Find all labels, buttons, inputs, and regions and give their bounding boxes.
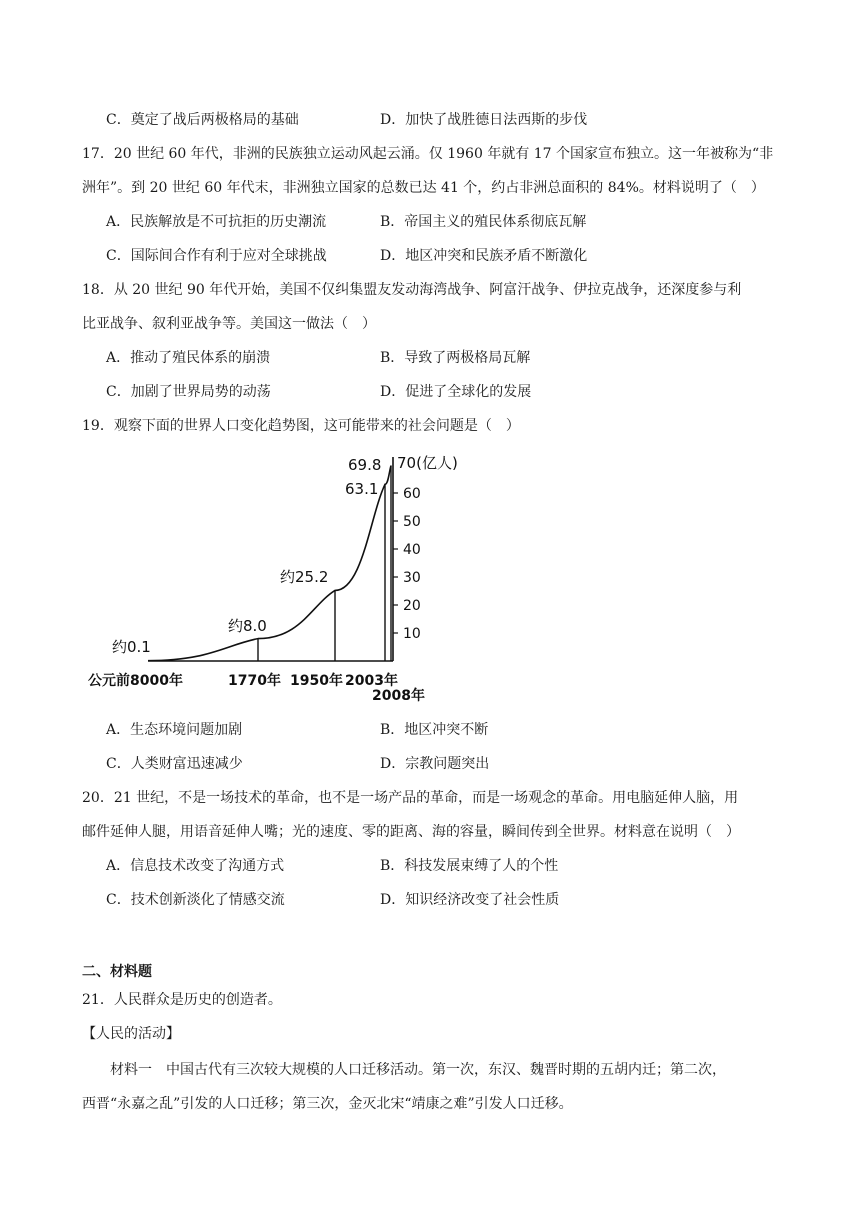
q17-option-c[interactable]: C．国际间合作有利于应对全球挑战 [106, 248, 327, 264]
section-heading: 二、材料题 [82, 964, 152, 980]
q19-option-d[interactable]: D．宗教问题突出 [380, 756, 490, 772]
q20-stem-line2: 邮件延伸人腿，用语音延伸人嘴；光的速度、零的距离、海的容量，瞬间传到全世界。材料意在说明（ ） [82, 824, 740, 840]
y-tick-label: 50 [403, 514, 421, 530]
q17-stem-line2: 洲年”。到 20 世纪 60 年代末，非洲独立国家的总数已达 41 个，约占非洲总面积的 84%。材料说明了（ ） [82, 180, 765, 196]
q20-stem-line1: 20．21 世纪，不是一场技术的革命，也不是一场产品的革命，而是一场观念的革命。用电脑延伸人脑，用 [82, 790, 739, 806]
point-label: 63.1 [345, 480, 379, 498]
q16-option-c[interactable]: C．奠定了战后两极格局的基础 [106, 112, 299, 128]
chart-layer [88, 454, 458, 704]
x-tick-label: 1770年 [228, 673, 281, 689]
q18-option-c[interactable]: C．加剧了世界局势的动荡 [106, 384, 271, 400]
y-tick-label: 40 [403, 542, 421, 558]
y-tick-label: 10 [403, 626, 421, 642]
x-tick-label: 1950年 [290, 673, 343, 689]
q20-option-d[interactable]: D．知识经济改变了社会性质 [380, 892, 560, 908]
x-tick-label: 2008年 [372, 688, 425, 704]
q20-option-b[interactable]: B．科技发展束缚了人的个性 [380, 858, 559, 874]
material-subheading: 【人民的活动】 [82, 1026, 180, 1042]
q17-option-a[interactable]: A．民族解放是不可抗拒的历史潮流 [106, 214, 327, 230]
q17-stem-line1: 17．20 世纪 60 年代，非洲的民族独立运动风起云涌。仅 1960 年就有 17 个国家宣布独立。这一年被称为“非 [82, 146, 774, 162]
y-tick-label: 20 [403, 598, 421, 614]
y-axis-label: 70(亿人) [397, 454, 458, 472]
q17-option-d[interactable]: D．地区冲突和民族矛盾不断激化 [380, 248, 588, 264]
material-line2: 西晋“永嘉之乱”引发的人口迁移；第三次，金灭北宋“靖康之难”引发人口迁移。 [82, 1096, 573, 1112]
q20-option-c[interactable]: C．技术创新淡化了情感交流 [106, 892, 285, 908]
q19-option-c[interactable]: C．人类财富迅速减少 [106, 756, 243, 772]
x-tick-label: 2003年 [345, 673, 398, 689]
point-label: 约8.0 [228, 617, 267, 635]
q19-option-b[interactable]: B．地区冲突不断 [380, 722, 489, 738]
q20-option-a[interactable]: A．信息技术改变了沟通方式 [106, 858, 285, 874]
q18-stem-line1: 18．从 20 世纪 90 年代开始，美国不仅纠集盟友发动海湾战争、阿富汗战争、伊拉克战争，还深度参与利 [82, 282, 742, 298]
q19-option-a[interactable]: A．生态环境问题加剧 [106, 722, 243, 738]
q18-option-b[interactable]: B．导致了两极格局瓦解 [380, 350, 531, 366]
x-tick-label: 公元前8000年 [88, 673, 183, 689]
q21-stem: 21．人民群众是历史的创造者。 [82, 992, 282, 1008]
point-label: 约25.2 [280, 568, 329, 586]
point-label: 69.8 [348, 456, 382, 474]
q18-stem-line2: 比亚战争、叙利亚战争等。美国这一做法（ ） [82, 316, 376, 332]
y-tick-label: 60 [403, 486, 421, 502]
q16-option-d[interactable]: D．加快了战胜德日法西斯的步伐 [380, 112, 588, 128]
q18-option-a[interactable]: A．推动了殖民体系的崩溃 [106, 350, 271, 366]
q17-option-b[interactable]: B．帝国主义的殖民体系彻底瓦解 [380, 214, 587, 230]
q18-option-d[interactable]: D．促进了全球化的发展 [380, 384, 532, 400]
point-label: 约0.1 [112, 638, 151, 656]
y-tick-label: 30 [403, 570, 421, 586]
q19-stem: 19．观察下面的世界人口变化趋势图，这可能带来的社会问题是（ ） [82, 418, 520, 434]
material-line1: 材料一 中国古代有三次较大规模的人口迁移活动。第一次，东汉、魏晋时期的五胡内迁；第二次， [110, 1062, 726, 1078]
